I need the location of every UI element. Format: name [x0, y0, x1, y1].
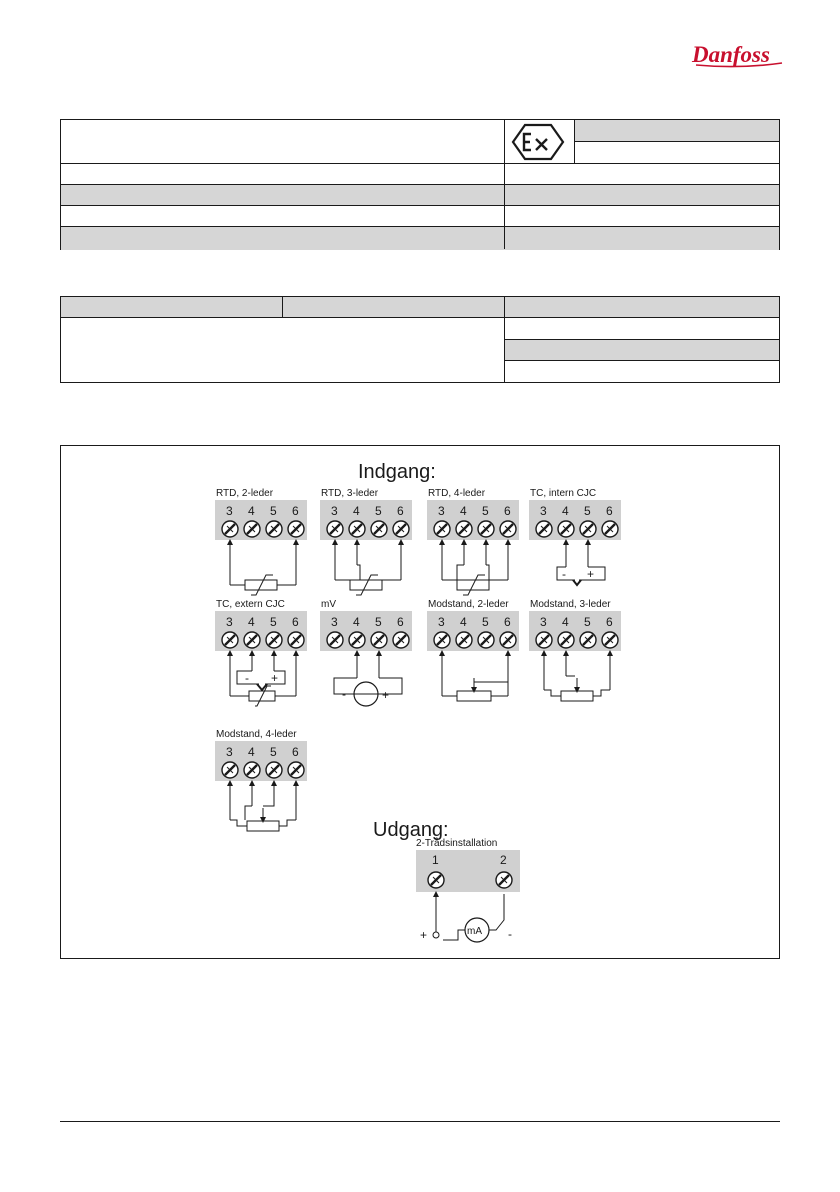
terminal-number: 6: [504, 615, 511, 629]
screw-terminal-icon: [456, 521, 472, 537]
table-row: [61, 226, 779, 250]
output-terminal-block: [416, 837, 520, 942]
screw-terminal-icon: [327, 632, 343, 648]
supply-minus-label: -: [508, 927, 512, 941]
terminal-block: [215, 488, 307, 595]
terminal-block: [215, 729, 307, 831]
terminal-number: 5: [584, 504, 591, 518]
resistor-icon: [247, 821, 279, 831]
terminal-number: 6: [606, 504, 613, 518]
screw-terminal-icon: [478, 521, 494, 537]
screw-terminal-icon: [558, 632, 574, 648]
polarity-minus: -: [342, 687, 346, 701]
terminal-number: 6: [292, 504, 299, 518]
terminal-number: 3: [226, 504, 233, 518]
screw-terminal-icon: [266, 632, 282, 648]
screw-terminal-icon: [327, 521, 343, 537]
input-title: Indgang:: [358, 461, 436, 483]
screw-terminal-icon: [496, 872, 512, 888]
resistor-icon: [457, 691, 491, 701]
output-block-label: 2-Trådsinstallation: [416, 838, 498, 849]
table-header-row: [61, 297, 779, 318]
screw-terminal-icon: [288, 521, 304, 537]
terminal-block-label: Modstand, 3-leder: [530, 599, 611, 610]
screw-terminal-icon: [602, 632, 618, 648]
screw-terminal-icon: [244, 521, 260, 537]
screw-terminal-icon: [580, 521, 596, 537]
screw-terminal-icon: [349, 521, 365, 537]
screw-terminal-icon: [371, 632, 387, 648]
table-cell: [575, 120, 779, 142]
screw-terminal-icon: [428, 872, 444, 888]
terminal-block-label: Modstand, 4-leder: [216, 729, 297, 740]
resistor-icon: [561, 691, 593, 701]
polarity-plus: +: [271, 671, 279, 685]
screw-terminal-icon: [580, 632, 596, 648]
screw-terminal-icon: [536, 521, 552, 537]
terminal-number: 6: [397, 615, 404, 629]
ex-hexagon-icon: [509, 123, 567, 161]
screw-terminal-icon: [500, 521, 516, 537]
terminal-number: 2: [500, 853, 507, 867]
screw-terminal-icon: [371, 521, 387, 537]
screw-terminal-icon: [434, 632, 450, 648]
screw-terminal-icon: [500, 632, 516, 648]
screw-terminal-icon: [434, 521, 450, 537]
screw-terminal-icon: [244, 632, 260, 648]
screw-terminal-icon: [244, 762, 260, 778]
terminal-block: [529, 488, 621, 585]
ex-approval-table: [60, 119, 780, 250]
terminal-block-label: RTD, 2-leder: [216, 488, 274, 499]
terminal-number: 4: [248, 615, 255, 629]
table-cell: [505, 339, 779, 360]
polarity-minus: -: [245, 671, 249, 685]
terminal-number: 4: [562, 504, 569, 518]
terminal-number: 6: [606, 615, 613, 629]
danfoss-logo: [690, 38, 790, 72]
terminal-block: [320, 599, 412, 706]
wiring-diagram-svg: [61, 446, 779, 958]
meter-label: mA: [467, 926, 482, 937]
table-row: [61, 163, 779, 185]
screw-terminal-icon: [266, 762, 282, 778]
screw-terminal-icon: [222, 632, 238, 648]
screw-terminal-icon: [478, 632, 494, 648]
terminal-number: 1: [432, 853, 439, 867]
terminal-number: 3: [438, 615, 445, 629]
terminal-number: 5: [270, 615, 277, 629]
supply-terminal-icon: [433, 932, 439, 938]
spec-table: [60, 296, 780, 383]
thermocouple-junction-icon: [573, 580, 581, 585]
terminal-number: 6: [292, 745, 299, 759]
terminal-block: [427, 599, 519, 701]
terminal-number: 4: [248, 504, 255, 518]
terminal-number: 4: [353, 504, 360, 518]
table-cell: [575, 142, 779, 163]
screw-terminal-icon: [288, 762, 304, 778]
terminal-number: 6: [397, 504, 404, 518]
terminal-number: 6: [504, 504, 511, 518]
screw-terminal-icon: [349, 632, 365, 648]
terminal-number: 6: [292, 615, 299, 629]
terminal-block-label: Modstand, 2-leder: [428, 599, 509, 610]
supply-plus-label: +: [420, 928, 428, 942]
terminal-block-label: RTD, 4-leder: [428, 488, 486, 499]
terminal-number: 5: [584, 615, 591, 629]
logo-text: Danfoss: [692, 42, 770, 67]
terminal-number: 5: [482, 615, 489, 629]
terminal-number: 3: [540, 615, 547, 629]
terminal-number: 5: [270, 745, 277, 759]
terminal-number: 4: [460, 504, 467, 518]
ex-symbol-cell: [504, 120, 575, 163]
terminal-number: 4: [353, 615, 360, 629]
table-row: [61, 205, 779, 227]
terminal-number: 3: [331, 504, 338, 518]
screw-terminal-icon: [393, 632, 409, 648]
terminal-number: 5: [375, 615, 382, 629]
polarity-plus: +: [382, 688, 390, 702]
terminal-block: [427, 488, 519, 595]
polarity-plus: +: [587, 567, 595, 581]
terminal-number: 3: [331, 615, 338, 629]
terminal-number: 4: [460, 615, 467, 629]
screw-terminal-icon: [288, 632, 304, 648]
terminal-block-label: TC, intern CJC: [530, 488, 597, 499]
terminal-block-label: RTD, 3-leder: [321, 488, 379, 499]
screw-terminal-icon: [393, 521, 409, 537]
terminal-number: 3: [438, 504, 445, 518]
screw-terminal-icon: [266, 521, 282, 537]
polarity-minus: -: [562, 567, 566, 581]
terminal-number: 3: [226, 615, 233, 629]
terminal-block-label: TC, extern CJC: [216, 599, 285, 610]
wiring-diagram: [60, 445, 780, 959]
terminal-number: 3: [226, 745, 233, 759]
terminal-block: [529, 599, 621, 701]
terminal-number: 4: [562, 615, 569, 629]
footer-rule: [60, 1121, 780, 1122]
output-title: Udgang:: [373, 819, 449, 841]
terminal-number: 4: [248, 745, 255, 759]
screw-terminal-icon: [558, 521, 574, 537]
screw-terminal-icon: [222, 521, 238, 537]
terminal-block: [215, 599, 307, 706]
screw-terminal-icon: [222, 762, 238, 778]
table-row: [61, 184, 779, 206]
screw-terminal-icon: [456, 632, 472, 648]
table-cell: [505, 360, 779, 382]
screw-terminal-icon: [536, 632, 552, 648]
terminal-number: 5: [375, 504, 382, 518]
screw-terminal-icon: [602, 521, 618, 537]
terminal-number: 3: [540, 504, 547, 518]
terminal-block: [320, 488, 412, 595]
terminal-number: 5: [482, 504, 489, 518]
terminal-block-label: mV: [321, 599, 336, 610]
terminal-number: 5: [270, 504, 277, 518]
